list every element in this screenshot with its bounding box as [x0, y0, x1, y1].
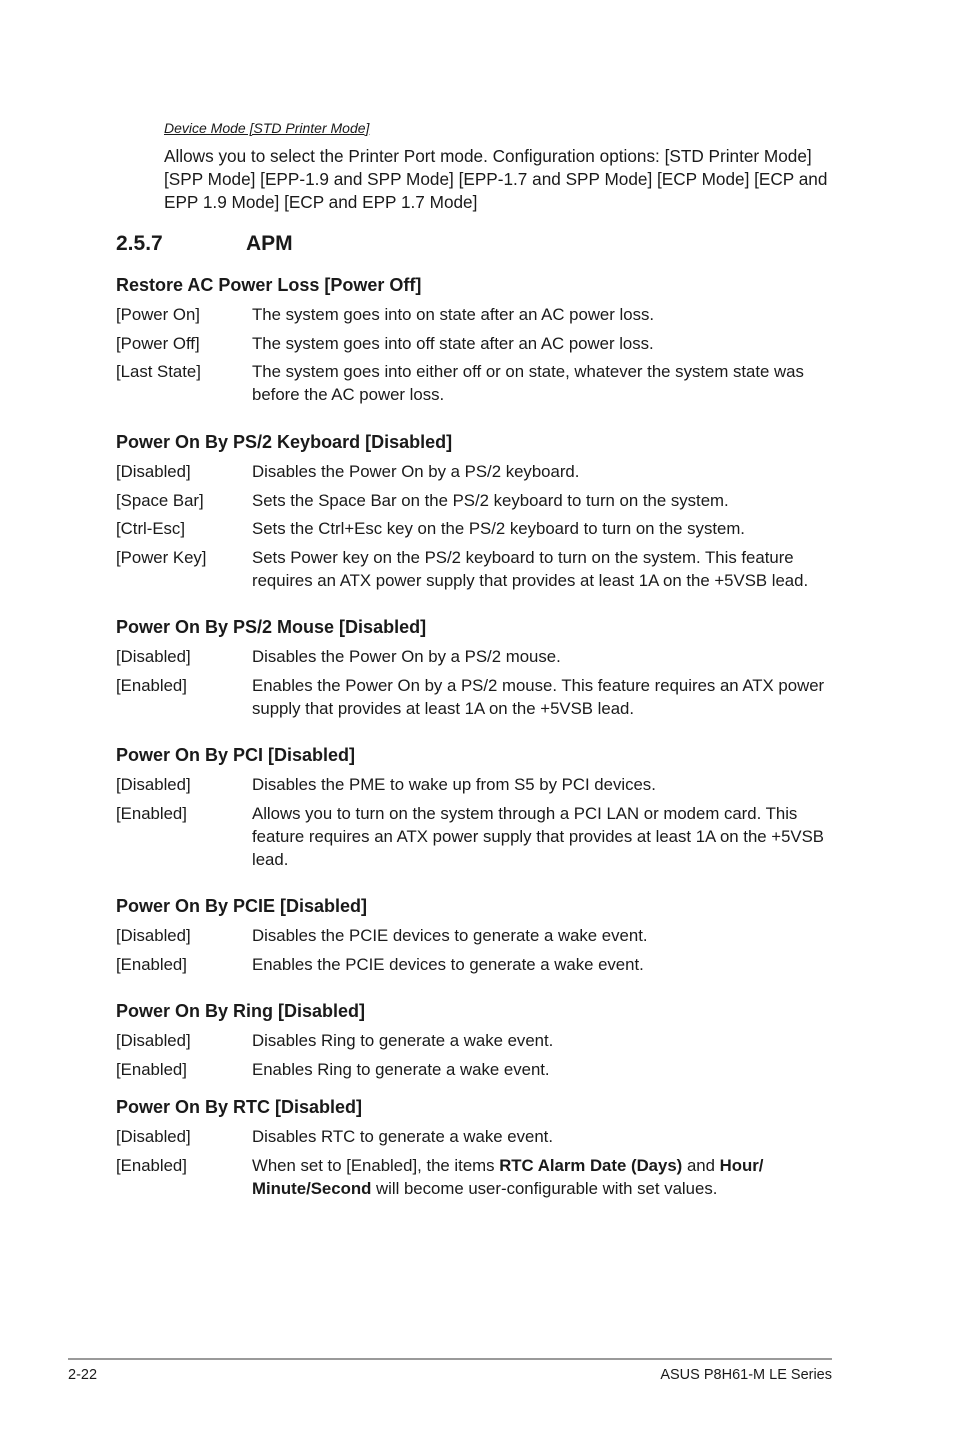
- option-row: [116, 1154, 836, 1200]
- option-key: [Power Off]: [116, 333, 200, 353]
- option-description: The system goes into off state after an AC power loss.: [252, 333, 654, 353]
- setting-title: Power On By PCI [Disabled]: [116, 745, 356, 765]
- option-key: [Disabled]: [116, 775, 191, 794]
- option-row: [116, 773, 836, 796]
- setting-restore-ac-power-loss: [116, 273, 836, 412]
- setting-pcie: [116, 894, 836, 981]
- option-row: [116, 1125, 836, 1148]
- option-description: Disables the PCIE devices to generate a wake event.: [252, 926, 648, 945]
- rtc-desc-part: will become user-configurable with set values.: [371, 1178, 718, 1198]
- option-row: [116, 460, 836, 483]
- option-key: [Disabled]: [116, 647, 191, 666]
- rtc-desc-part: When set to [Enabled], the items: [252, 1155, 500, 1175]
- rtc-alarm-date-item: RTC Alarm Date (Days): [499, 1155, 683, 1175]
- option-description: Disables Ring to generate a wake event.: [252, 1031, 554, 1050]
- option-key: [Ctrl-Esc]: [116, 519, 185, 538]
- option-row: [116, 332, 836, 355]
- setting-ps2-keyboard: [116, 430, 836, 597]
- section-heading: [116, 232, 293, 256]
- setting-title: Power On By PS/2 Mouse [Disabled]: [116, 617, 427, 637]
- option-description: Disables the PME to wake up from S5 by PCI devices.: [252, 775, 656, 794]
- option-key: [Enabled]: [116, 803, 187, 823]
- option-row: [116, 674, 836, 720]
- option-key: [Enabled]: [116, 1155, 187, 1175]
- option-row: [116, 924, 836, 947]
- option-row: [116, 546, 836, 592]
- device-mode-description: Allows you to select the Printer Port mode. Configuration options: [STD Printer Mode] [SPP Mode] [EPP-1.9 and SPP Mode] [EPP-1.7 and SPP Mode] [ECP Mode] [ECP and EPP 1.9 Mode] [ECP and EPP 1.7 Mode]: [164, 146, 828, 212]
- setting-title: Restore AC Power Loss [Power Off]: [116, 275, 422, 295]
- option-key: [Last State]: [116, 362, 201, 381]
- option-key: [Space Bar]: [116, 490, 204, 510]
- option-description: The system goes into either off or on state, whatever the system state was before the AC power loss.: [252, 362, 804, 404]
- option-row: [116, 360, 836, 406]
- rtc-desc-part: and: [682, 1155, 720, 1175]
- option-description: Allows you to turn on the system through a PCI LAN or modem card. This feature requires an ATX power supply that provides at least 1A on the +5VSB lead.: [252, 803, 824, 869]
- option-key: [Disabled]: [116, 926, 191, 945]
- setting-title: Power On By PCIE [Disabled]: [116, 896, 368, 916]
- option-row: [116, 1029, 836, 1052]
- option-description: Disables RTC to generate a wake event.: [252, 1127, 553, 1146]
- section-title: APM: [246, 232, 293, 255]
- setting-title: Power On By Ring [Disabled]: [116, 1001, 366, 1021]
- setting-ps2-mouse: [116, 615, 836, 725]
- option-key: [Power Key]: [116, 547, 207, 567]
- option-row: [116, 645, 836, 668]
- device-mode-title: Device Mode [STD Printer Mode]: [164, 120, 370, 136]
- manual-title: ASUS P8H61-M LE Series: [660, 1367, 832, 1383]
- setting-pci: [116, 743, 836, 876]
- option-row: [116, 489, 836, 512]
- option-description: Sets the Ctrl+Esc key on the PS/2 keyboard to turn on the system.: [252, 519, 745, 538]
- footer-divider: [68, 1358, 832, 1360]
- setting-ring: [116, 999, 836, 1086]
- option-description: The system goes into on state after an AC power loss.: [252, 305, 655, 324]
- option-key: [Disabled]: [116, 1031, 191, 1050]
- option-description: Enables the PCIE devices to generate a wake event.: [252, 954, 644, 974]
- option-key: [Disabled]: [116, 462, 191, 481]
- option-description: Sets Power key on the PS/2 keyboard to turn on the system. This feature requires an ATX power supply that provides at least 1A on the +5VSB lead.: [252, 547, 809, 590]
- option-key: [Enabled]: [116, 1059, 187, 1079]
- setting-title: Power On By PS/2 Keyboard [Disabled]: [116, 432, 453, 452]
- option-row: [116, 1058, 836, 1081]
- setting-rtc: [116, 1095, 836, 1205]
- option-key: [Enabled]: [116, 675, 187, 695]
- option-description: Disables the Power On by a PS/2 keyboard.: [252, 462, 580, 481]
- option-key: [Power On]: [116, 305, 200, 324]
- option-row: [116, 953, 836, 976]
- option-row: [116, 802, 836, 871]
- rtc-hour-minute-second-item: Hour/ Minute/Second: [252, 1155, 764, 1198]
- option-row: [116, 303, 836, 326]
- option-description: [252, 1154, 836, 1200]
- option-key: [Disabled]: [116, 1127, 191, 1146]
- option-description: Enables Ring to generate a wake event.: [252, 1059, 550, 1079]
- option-key: [Enabled]: [116, 954, 187, 974]
- option-description: Enables the Power On by a PS/2 mouse. This feature requires an ATX power supply that provides at least 1A on the +5VSB lead.: [252, 675, 825, 718]
- option-row: [116, 517, 836, 540]
- page-number: 2-22: [68, 1367, 98, 1383]
- option-description: Sets the Space Bar on the PS/2 keyboard to turn on the system.: [252, 490, 729, 510]
- setting-title: Power On By RTC [Disabled]: [116, 1097, 363, 1117]
- section-number: 2.5.7: [116, 232, 163, 255]
- option-description: Disables the Power On by a PS/2 mouse.: [252, 647, 561, 666]
